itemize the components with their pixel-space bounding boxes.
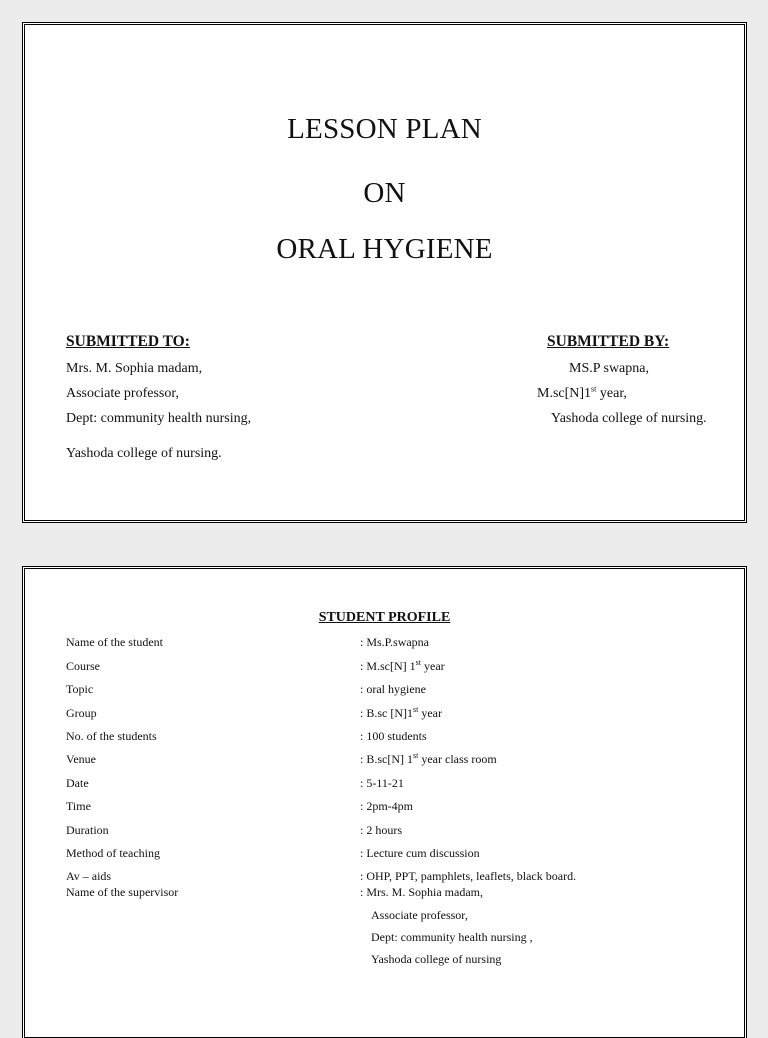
profile-value: : 2 hours bbox=[360, 823, 402, 837]
profile-label: Group bbox=[66, 706, 97, 720]
student-profile-page bbox=[24, 568, 745, 1038]
submitted-by-course: M.sc[N]1st year, bbox=[537, 384, 627, 401]
profile-value: : B.sc[N] 1st year class room bbox=[360, 751, 497, 766]
profile-value: : M.sc[N] 1st year bbox=[360, 658, 445, 673]
profile-label: Course bbox=[66, 659, 100, 673]
submitted-to-line: Dept: community health nursing, bbox=[66, 411, 252, 426]
supervisor-line: Yashoda college of nursing bbox=[371, 952, 502, 966]
submitted-by-college: Yashoda college of nursing. bbox=[551, 411, 707, 426]
submitted-by-name: MS.P swapna, bbox=[569, 361, 649, 376]
title-line-2: ON bbox=[363, 177, 406, 209]
submitted-to-line: Mrs. M. Sophia madam, bbox=[66, 361, 203, 376]
cover-page bbox=[24, 24, 745, 521]
profile-label: Av – aids bbox=[66, 869, 112, 883]
profile-value: : OHP, PPT, pamphlets, leaflets, black board. bbox=[360, 869, 577, 883]
profile-label: Name of the supervisor bbox=[66, 885, 179, 899]
supervisor-line: Dept: community health nursing , bbox=[371, 930, 533, 944]
profile-value: : 5-11-21 bbox=[360, 776, 404, 790]
profile-label: Time bbox=[66, 799, 91, 813]
profile-label: Venue bbox=[66, 752, 96, 766]
profile-value: : 2pm-4pm bbox=[360, 799, 413, 813]
submitted-to-line: Yashoda college of nursing. bbox=[66, 446, 222, 461]
title-line-1: LESSON PLAN bbox=[287, 113, 482, 145]
profile-value: : Lecture cum discussion bbox=[360, 846, 480, 860]
profile-value: : B.sc [N]1st year bbox=[360, 705, 442, 720]
supervisor-line: Associate professor, bbox=[371, 908, 468, 922]
profile-label: Duration bbox=[66, 823, 109, 837]
profile-label: Date bbox=[66, 776, 89, 790]
profile-label: Method of teaching bbox=[66, 846, 160, 860]
submitted-to-heading: SUBMITTED TO: bbox=[66, 333, 190, 350]
profile-value: : Mrs. M. Sophia madam, bbox=[360, 885, 483, 899]
profile-heading: STUDENT PROFILE bbox=[318, 610, 451, 625]
profile-value: : oral hygiene bbox=[360, 682, 426, 696]
profile-label: Topic bbox=[66, 682, 94, 696]
title-line-3: ORAL HYGIENE bbox=[276, 233, 493, 265]
submitted-by-heading: SUBMITTED BY: bbox=[547, 333, 670, 350]
profile-label: Name of the student bbox=[66, 635, 163, 649]
profile-label: No. of the students bbox=[66, 729, 157, 743]
profile-value: : Ms.P.swapna bbox=[360, 635, 430, 649]
submitted-to-line: Associate professor, bbox=[66, 386, 179, 401]
profile-value: : 100 students bbox=[360, 729, 427, 743]
